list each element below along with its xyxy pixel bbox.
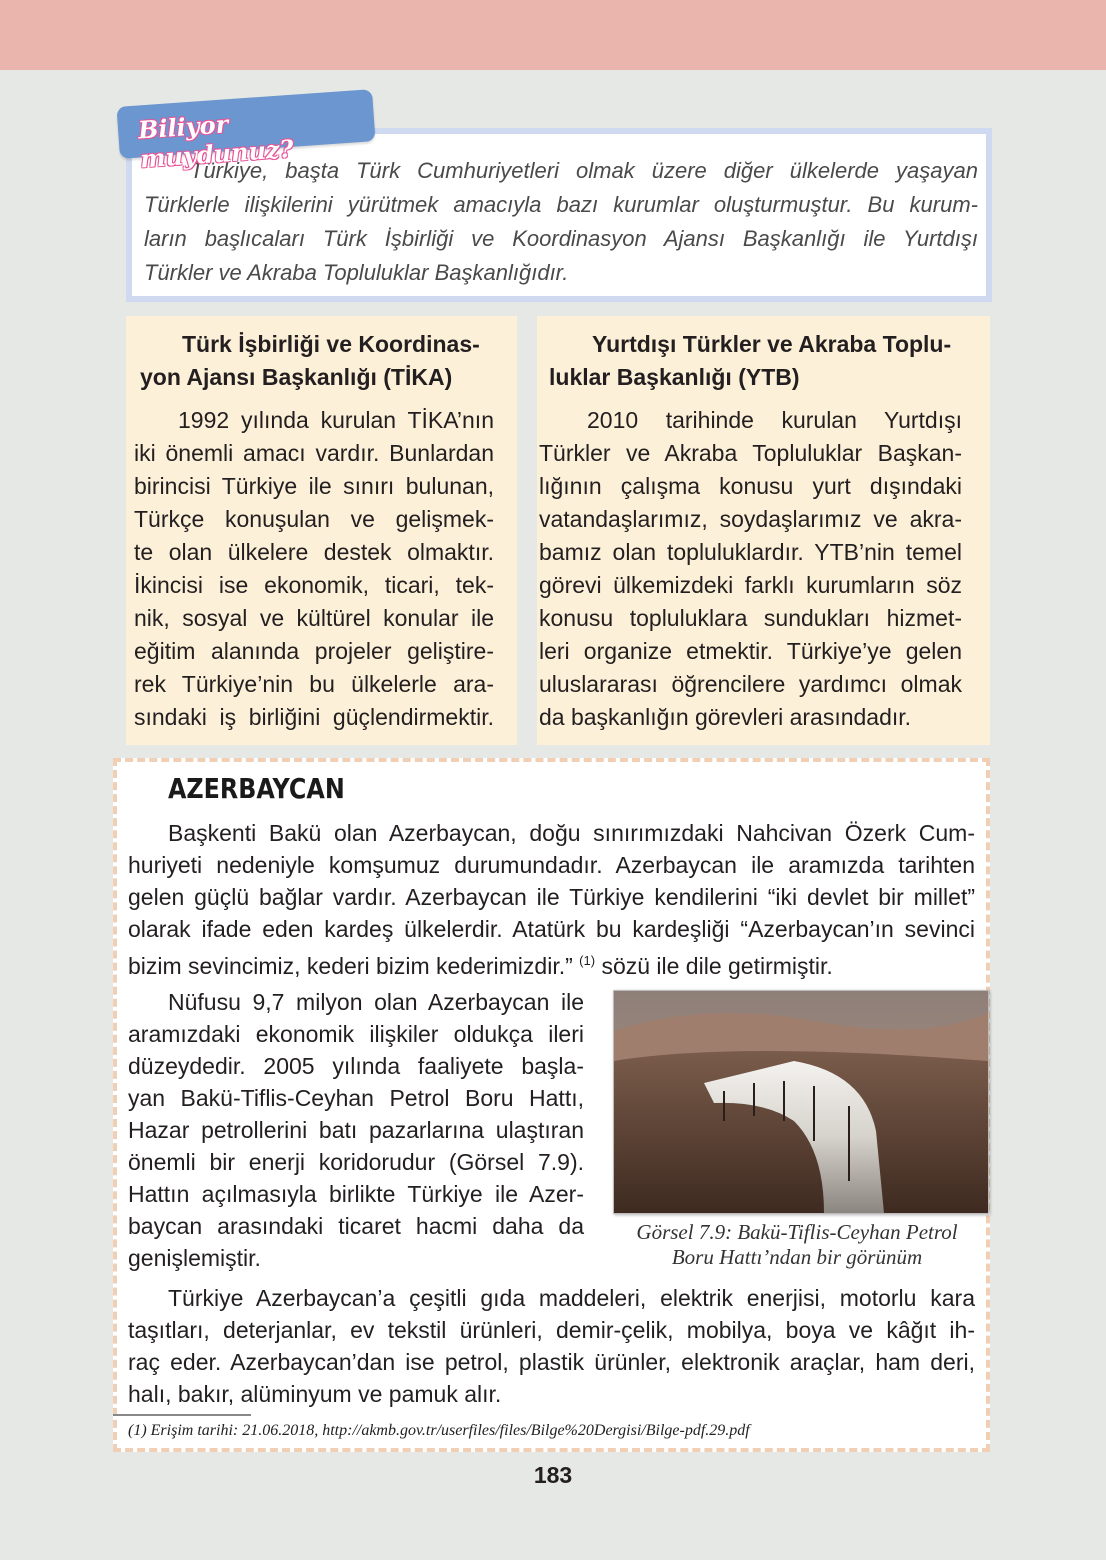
text-line: Türkler ve Akraba Topluluklar Başkan- (539, 440, 962, 466)
footnote-divider (113, 1414, 251, 1416)
section-heading: AZERBAYCAN (168, 772, 345, 805)
text-line: baycan arasındaki ticaret hacmi daha da (128, 1213, 584, 1239)
text-line: Türkler ve Akraba Topluluklar Başkanlığıdır. (144, 260, 569, 285)
text-line: luklar Başkanlığı (YTB) (549, 364, 800, 390)
pipeline-photo (613, 990, 989, 1214)
text-line: Hazar petrollerini batı pazarlarına ulaştıran (128, 1117, 584, 1143)
text: sözü ile dile getirmiştir. (601, 953, 833, 979)
text-line: gelen güçlü bağlar vardır. Azerbaycan ile Türkiye kendilerini “iki devlet bir millet” (128, 884, 975, 910)
text-line: sındaki iş birliğini güçlendirmektir. (134, 704, 494, 730)
text-line: birincisi Türkiye ile sınırı bulunan, (134, 473, 494, 499)
info-box-text (144, 154, 978, 290)
text-line: iki önemli amacı vardır. Bunlardan (134, 440, 494, 466)
text-line: önemli bir enerji koridorudur (Görsel 7.9). (128, 1149, 584, 1175)
text-line: yon Ajansı Başkanlığı (TİKA) (140, 364, 453, 390)
text-line: 1992 yılında kurulan TİKA’nın (178, 407, 494, 433)
text-line: leri organize etmektir. Türkiye’ye gelen (539, 638, 962, 664)
ytb-text (539, 404, 962, 734)
paragraph-1 (128, 817, 975, 982)
caption-line: Görsel 7.9: Bakü-Tiflis-Ceyhan Petrol (636, 1220, 958, 1244)
text-line: lığının çalışma konusu yurt dışındaki (539, 473, 962, 499)
text-line: genişlemiştir. (128, 1245, 261, 1271)
text-line: görevi ülkemizdeki farklı kurumların söz (539, 572, 962, 598)
text-line: vatandaşlarımız, soydaşlarımız ve akra- (539, 506, 962, 532)
text-line: Türk İşbirliği ve Koordinas- (182, 331, 480, 357)
tika-title (140, 328, 500, 394)
caption-line: Boru Hattı’ndan bir görünüm (671, 1245, 923, 1269)
text-line: Türkiye, başta Türk Cumhuriyetleri olmak üzere diğer ülkelerde yaşayan (190, 158, 978, 183)
paragraph-1-last-line (128, 945, 975, 982)
text-line: Nüfusu 9,7 milyon olan Azerbaycan ile (168, 989, 584, 1015)
text-line: Türkçe konuşulan ve gelişmek- (134, 506, 494, 532)
paragraph-3 (128, 1282, 975, 1410)
footnote-ref[interactable]: (1) (579, 953, 596, 968)
text-line: aramızdaki ekonomik ilişkiler oldukça ileri (128, 1021, 584, 1047)
photo-caption (600, 1220, 994, 1270)
ytb-column (537, 316, 990, 745)
text-line: Türklerle ilişkilerini yürütmek amacıyla bazı kurumlar oluşturmuştur. Bu kurum- (144, 192, 978, 217)
text-line: taşıtları, deterjanlar, ev tekstil ürünleri, demir-çelik, mobilya, boya ve kâğıt ih- (128, 1317, 975, 1343)
text-line: 2010 tarihinde kurulan Yurtdışı (587, 407, 962, 433)
text-line: İkincisi ise ekonomik, ticari, tek- (134, 572, 494, 598)
tika-column (126, 316, 517, 745)
paragraph-2 (128, 986, 584, 1274)
text-line: Türkiye Azerbaycan’a çeşitli gıda maddeleri, elektrik enerjisi, motorlu kara (168, 1285, 975, 1311)
text-line: Başkenti Bakü olan Azerbaycan, doğu sınırımızdaki Nahcivan Özerk Cum- (168, 820, 975, 846)
text-line: nik, sosyal ve kültürel konular ile (134, 605, 494, 631)
did-you-know-tag (116, 89, 375, 174)
pipeline-image (614, 991, 988, 1213)
text-line: düzeydedir. 2005 yılında faaliyete başla- (128, 1053, 584, 1079)
text-line: raç eder. Azerbaycan’dan ise petrol, plastik ürünler, elektronik araçlar, ham deri, (128, 1349, 975, 1375)
text-line: uluslararası öğrencilere yardımcı olmak (539, 671, 962, 697)
text: bizim sevincimiz, kederi bizim kederimizdir.” (128, 953, 573, 979)
text-line: rek Türkiye’nin bu ülkelerle ara- (134, 671, 494, 697)
text-line: Yurtdışı Türkler ve Akraba Toplu- (592, 331, 952, 357)
text-line: huriyeti nedeniyle komşumuz durumundadır. Azerbaycan ile aramızda tarihten (128, 852, 975, 878)
text-line: Hattın açılmasıyla birlikte Türkiye ile Azer- (128, 1181, 584, 1207)
ytb-title (549, 328, 969, 394)
text-line: bamız olan topluluklardır. YTB’nin temel (539, 539, 962, 565)
did-you-know-label: Biliyor muydunuz? (137, 109, 295, 174)
header-band (0, 0, 1106, 70)
text-line: konusu topluluklara sundukları hizmet- (539, 605, 962, 631)
footnote: (1) Erişim tarihi: 21.06.2018, http://akmb.gov.tr/userfiles/files/Bilge%20Dergisi/Bilge-pdf.29.pdf (128, 1422, 750, 1439)
text-line: halı, bakır, alüminyum ve pamuk alır. (128, 1381, 502, 1407)
page-number: 183 (533, 1462, 573, 1488)
text-line: ların başlıcaları Türk İşbirliği ve Koordinasyon Ajansı Başkanlığı ile Yurtdışı (144, 226, 978, 251)
text-line: da başkanlığın görevleri arasındadır. (539, 704, 912, 730)
text-line: eğitim alanında projeler geliştire- (134, 638, 494, 664)
text-line: te olan ülkelere destek olmaktır. (134, 539, 494, 565)
text-line: yan Bakü-Tiflis-Ceyhan Petrol Boru Hattı, (128, 1085, 584, 1111)
text-line: olarak ifade eden kardeş ülkelerdir. Atatürk bu kardeşliği “Azerbaycan’ın sevinci (128, 916, 975, 942)
tika-text (134, 404, 494, 734)
